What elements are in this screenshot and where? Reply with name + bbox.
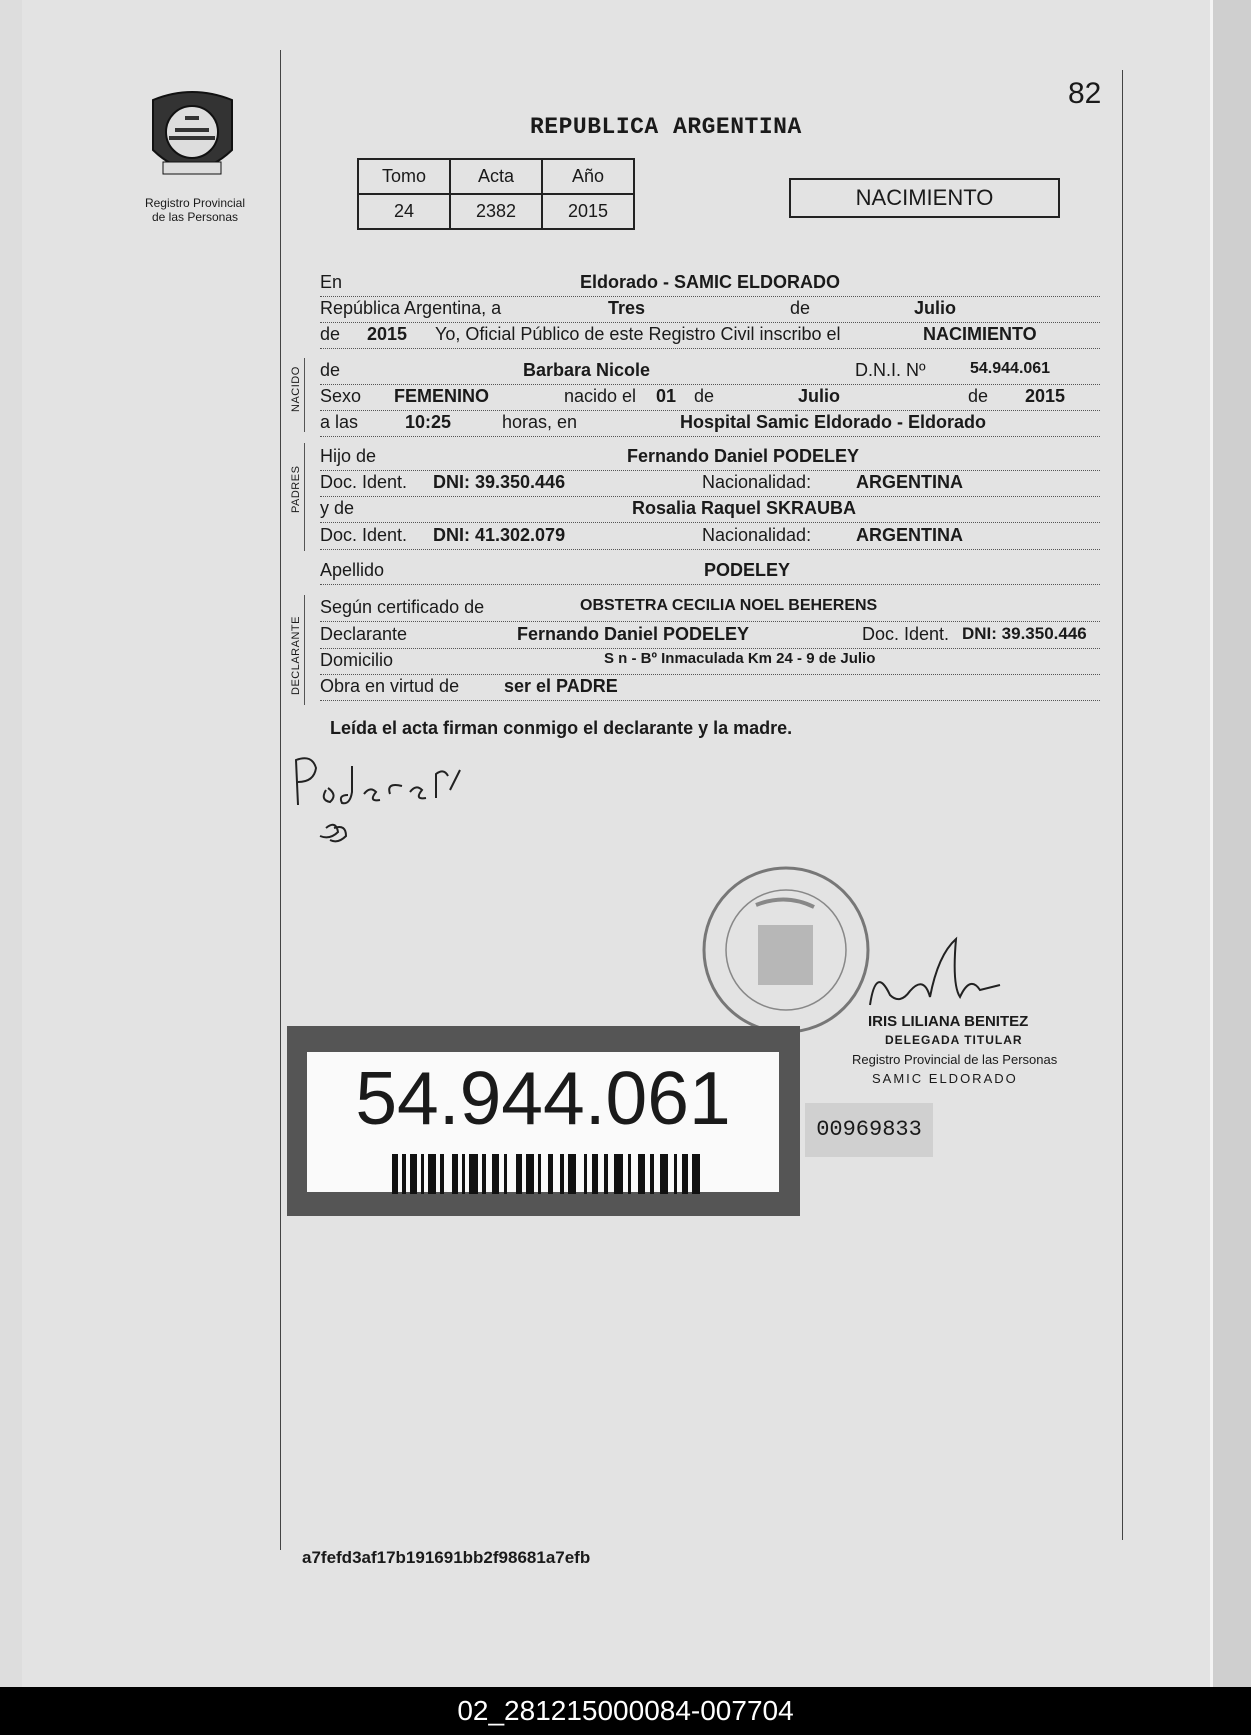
mother-label: y de <box>320 498 355 518</box>
declarant-doc: DNI: 39.350.446 <box>962 624 1087 643</box>
dni-label: D.N.I. Nº <box>855 360 926 380</box>
signatory-registry: Registro Provincial de las Personas <box>852 1052 1058 1067</box>
margin-line <box>280 50 281 1550</box>
time-label: a las <box>320 412 359 432</box>
document-hash: a7fefd3af17b191691bb2f98681a7efb <box>302 1548 591 1567</box>
mother-doc: DNI: 41.302.079 <box>433 525 566 545</box>
record-type-box: NACIMIENTO <box>789 178 1060 218</box>
mother-nat: ARGENTINA <box>856 525 963 545</box>
row-father <box>320 446 1100 471</box>
registry-line-1: Registro Provincial <box>144 196 246 210</box>
inscribo-text: Yo, Oficial Público de este Registro Civil inscribo el <box>435 324 841 344</box>
name-label: de <box>320 360 341 380</box>
row-mother <box>320 498 1100 523</box>
declarant-bracket <box>304 595 305 705</box>
father-nat-label: Nacionalidad: <box>702 472 812 492</box>
obra-label: Obra en virtud de <box>320 676 460 696</box>
domicile-value: S n - Bº Inmaculada Km 24 - 9 de Julio <box>604 650 876 667</box>
row-name <box>320 360 1100 385</box>
born-year: 2015 <box>1025 386 1066 406</box>
surname-label: Apellido <box>320 560 385 580</box>
official-signature <box>860 935 1020 1015</box>
time-value: 10:25 <box>405 412 452 432</box>
father-doc: DNI: 39.350.446 <box>433 472 566 492</box>
sex-value: FEMENINO <box>394 386 490 406</box>
row-obra <box>320 676 1100 701</box>
hours-label: horas, en <box>502 412 578 432</box>
tomo-value: 24 <box>358 194 450 229</box>
dni-label-sticker <box>287 1026 800 1216</box>
document-title: REPUBLICA ARGENTINA <box>530 114 802 140</box>
signatory-name: IRIS LILIANA BENITEZ <box>868 1013 1029 1030</box>
side-label-parents: PADRES <box>290 465 302 513</box>
page-edge <box>1210 0 1251 1687</box>
side-label-declarant: DECLARANTE <box>290 616 302 695</box>
registry-line-2: de las Personas <box>151 210 239 224</box>
side-label-born: NACIDO <box>290 366 302 412</box>
right-margin-line <box>1122 70 1123 1540</box>
rep-label: República Argentina, a <box>320 298 502 318</box>
row-sex <box>320 386 1100 411</box>
file-id-footer: 02_281215000084-007704 <box>0 1687 1251 1735</box>
year-value: 2015 <box>367 324 408 344</box>
serial-sticker: 00969833 <box>805 1103 933 1157</box>
official-stamp <box>696 855 876 1045</box>
row-father-doc <box>320 472 1100 497</box>
born-label: nacido el <box>564 386 637 406</box>
born-de-2: de <box>968 386 989 406</box>
signatory-title: DELEGADA TITULAR <box>885 1033 1023 1047</box>
handwritten-signature <box>290 750 480 860</box>
mother-nat-label: Nacionalidad: <box>702 525 812 545</box>
dni-label-number: 54.944.061 <box>355 1056 731 1140</box>
row-place <box>320 272 1100 297</box>
row-time <box>320 412 1100 437</box>
child-dni: 54.944.061 <box>970 360 1051 377</box>
father-label: Hijo de <box>320 446 377 466</box>
certificate-sheet <box>22 0 1210 1687</box>
father-name: Fernando Daniel PODELEY <box>627 446 860 466</box>
born-bracket <box>304 358 305 432</box>
row-declarant <box>320 624 1100 649</box>
registry-caption <box>120 196 270 224</box>
sex-label: Sexo <box>320 386 362 406</box>
acta-value: 2382 <box>450 194 542 229</box>
page-number: 82 <box>1068 77 1102 110</box>
provincial-seal-logo <box>145 88 240 188</box>
row-certificate <box>320 597 1100 622</box>
de-label: de <box>320 324 341 344</box>
father-doc-label: Doc. Ident. <box>320 472 408 492</box>
row-domicile <box>320 650 1100 675</box>
father-nat: ARGENTINA <box>856 472 963 492</box>
barcode <box>392 1154 702 1194</box>
dni-label-inner <box>307 1052 779 1192</box>
mother-name: Rosalia Raquel SKRAUBA <box>632 498 857 518</box>
birth-place: Hospital Samic Eldorado - Eldorado <box>680 412 987 432</box>
born-day: 01 <box>656 386 677 406</box>
en-value: Eldorado - SAMIC ELDORADO <box>580 272 840 292</box>
cert-value: OBSTETRA CECILIA NOEL BEHERENS <box>580 597 878 614</box>
row-surname <box>320 560 1100 585</box>
signatory-place: SAMIC ELDORADO <box>872 1071 1018 1086</box>
en-label: En <box>320 272 343 292</box>
record-table <box>357 158 635 230</box>
read-statement: Leída el acta firman conmigo el declarante y la madre. <box>330 718 793 738</box>
anio-header: Año <box>542 159 634 194</box>
row-republic <box>320 298 1100 323</box>
rep-day: Tres <box>608 298 646 318</box>
row-year <box>320 324 1100 349</box>
mother-doc-label: Doc. Ident. <box>320 525 408 545</box>
domicile-label: Domicilio <box>320 650 394 670</box>
anio-value: 2015 <box>542 194 634 229</box>
acta-header: Acta <box>450 159 542 194</box>
declarant-label: Declarante <box>320 624 408 644</box>
obra-value: ser el PADRE <box>504 676 618 696</box>
surname-value: PODELEY <box>704 560 791 580</box>
row-mother-doc <box>320 525 1100 550</box>
born-month: Julio <box>798 386 841 406</box>
cert-label: Según certificado de <box>320 597 485 617</box>
inscribo-value: NACIMIENTO <box>923 324 1037 344</box>
rep-de: de <box>790 298 811 318</box>
declarant-name: Fernando Daniel PODELEY <box>517 624 750 644</box>
rep-month: Julio <box>914 298 957 318</box>
parents-bracket <box>304 443 305 551</box>
child-name: Barbara Nicole <box>523 360 651 380</box>
born-de: de <box>694 386 715 406</box>
declarant-doc-label: Doc. Ident. <box>862 624 950 644</box>
tomo-header: Tomo <box>358 159 450 194</box>
